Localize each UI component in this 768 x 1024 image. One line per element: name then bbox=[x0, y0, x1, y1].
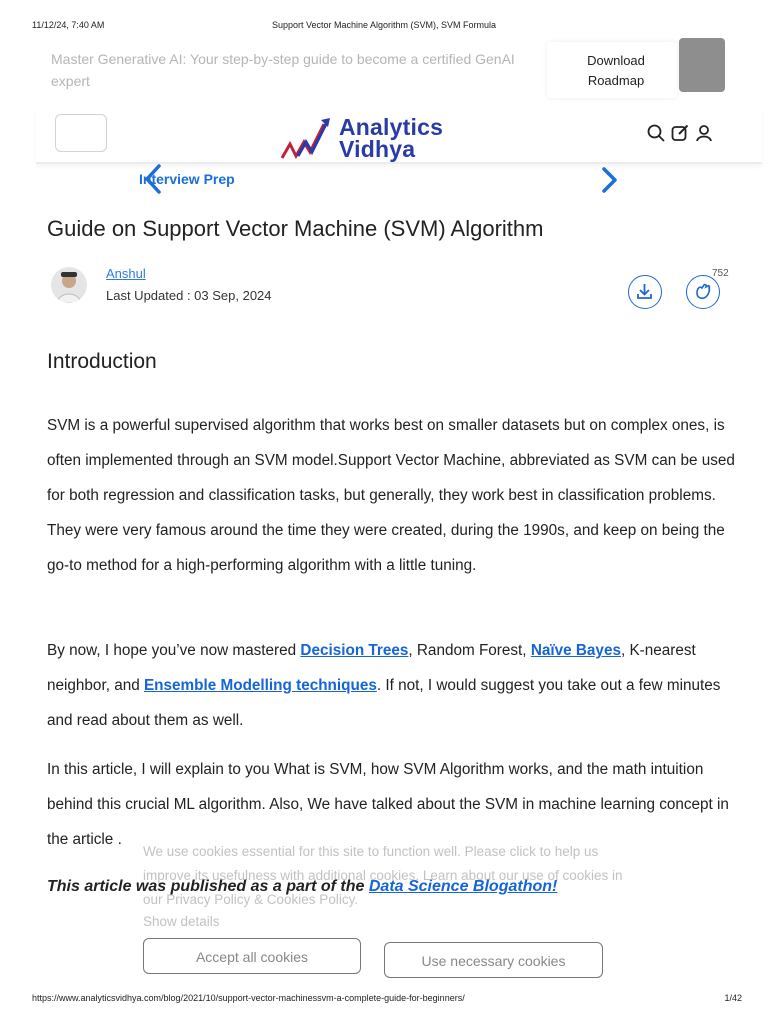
download-roadmap-button[interactable] bbox=[560, 51, 672, 91]
print-page-number: 1/42 bbox=[724, 993, 742, 1003]
para2-text-a: By now, I hope you’ve now mastered bbox=[47, 642, 301, 659]
print-title: Support Vector Machine Algorithm (SVM), SVM Formula bbox=[271, 20, 497, 30]
cookie-banner-text: We use cookies essential for this site to function well. Please click to help us improve its usefulness with additional cookies. Learn about our use of cookies in our Privacy Policy & Cookies Policy. bbox=[143, 844, 623, 907]
clap-button[interactable] bbox=[686, 275, 720, 309]
introduction-heading: Introduction bbox=[47, 350, 157, 373]
search-icon[interactable] bbox=[646, 121, 666, 145]
para2-text-d: . If not, I would suggest you take out a few minutes and read about them as well. bbox=[47, 677, 721, 729]
blogathon-prefix: This article was published as a part of the bbox=[47, 878, 369, 895]
accept-all-cookies-button[interactable]: Accept all cookies bbox=[143, 938, 361, 974]
para2-text-c: , K-nearest neighbor, and bbox=[47, 642, 696, 694]
chevron-right-icon[interactable] bbox=[596, 166, 622, 194]
blogathon-link[interactable]: Data Science Blogathon! bbox=[368, 878, 558, 895]
intro-paragraph-1: SVM is a powerful supervised algorithm that works best on smaller datasets but on complex ones, is often implemented through an SVM model.Support Vector Machine, abbreviated as SVM can be used for both regression and classification tasks, but generally, they work best in classification problems. They were very famous around the time they were created, during the 1990s, and keep on being the go-to method for a high-performing algorithm with a little tuning. bbox=[47, 417, 735, 574]
para2-text-b: , Random Forest, bbox=[408, 642, 531, 659]
write-icon[interactable] bbox=[670, 121, 690, 145]
blogathon-note bbox=[47, 878, 557, 896]
ensemble-modelling-link[interactable]: Ensemble Modelling techniques bbox=[143, 677, 377, 694]
download-icon bbox=[629, 276, 660, 307]
author-avatar[interactable] bbox=[51, 267, 87, 303]
menu-button[interactable] bbox=[55, 114, 107, 152]
interview-prep-link[interactable]: Interview Prep bbox=[139, 171, 235, 187]
download-article-button[interactable] bbox=[628, 275, 662, 309]
naive-bayes-link[interactable]: Naïve Bayes bbox=[530, 642, 621, 659]
use-necessary-cookies-button[interactable]: Use necessary cookies bbox=[384, 942, 603, 978]
decision-trees-link[interactable]: Decision Trees bbox=[300, 642, 409, 659]
chevron-left-icon[interactable] bbox=[139, 162, 169, 196]
logo-line1: Analytics bbox=[339, 114, 444, 140]
logo-wordmark[interactable] bbox=[339, 116, 443, 160]
clap-count: 752 bbox=[712, 268, 729, 279]
print-date: 11/12/24, 7:40 AM bbox=[32, 20, 105, 30]
promo-image[interactable] bbox=[679, 38, 725, 92]
download-roadmap-line1: Download bbox=[587, 53, 645, 68]
author-link[interactable]: Anshul bbox=[106, 266, 146, 281]
nav-icons bbox=[646, 120, 714, 146]
promo-banner-text[interactable]: Master Generative AI: Your step-by-step guide to become a certified GenAI expert bbox=[51, 51, 515, 89]
intro-paragraph-3: In this article, I will explain to you What is SVM, how SVM Algorithm works, and the math intuition behind this crucial ML algorithm. Also, We have talked about the SVM in machine learning concept in the article . bbox=[47, 761, 729, 848]
cookie-show-details-link[interactable]: Show details bbox=[143, 914, 220, 929]
download-roadmap-line2: Roadmap bbox=[587, 73, 645, 88]
user-icon[interactable] bbox=[694, 121, 714, 145]
clap-icon bbox=[687, 276, 718, 307]
print-url: https://www.analyticsvidhya.com/blog/2021/10/support-vector-machinessvm-a-complete-guide-for-beginners/ bbox=[32, 993, 465, 1003]
intro-paragraph-2 bbox=[47, 633, 737, 738]
last-updated-date: Last Updated : 03 Sep, 2024 bbox=[106, 288, 272, 303]
logo-line2: Vidhya bbox=[339, 136, 416, 162]
article-title: Guide on Support Vector Machine (SVM) Algorithm bbox=[47, 216, 544, 241]
